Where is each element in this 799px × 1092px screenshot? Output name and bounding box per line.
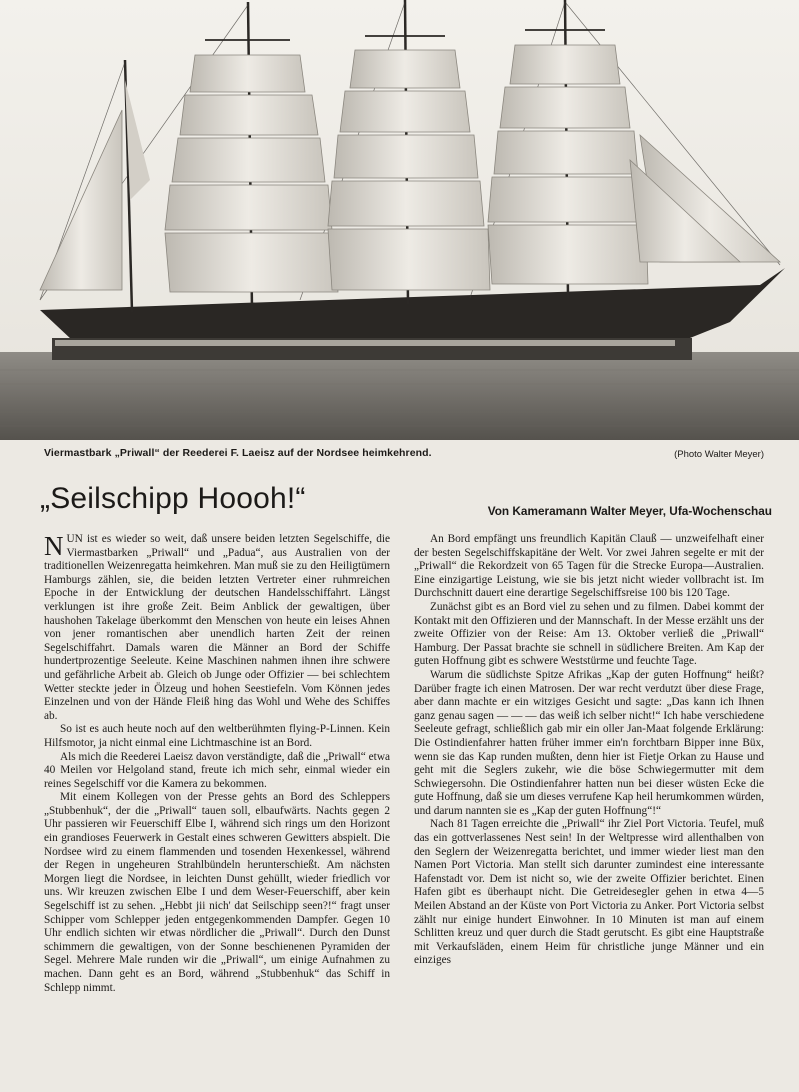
paragraph: An Bord empfängt uns freundlich Kapitän Clauß — unzweifelhaft einer der besten Segelschiffskapitäne der Welt. Vor zwei Jahren segelte er mit der „Priwall“ die Rekordzeit von 65 Tagen für die Strecke Europa—Australien. Eine einzigartige Leistung, wie sie bis jetzt nicht wieder vollbracht ist. Im Durchschnitt dauert eine derartige Segelschiffsreise 100 bis 120 Tage. — [414, 533, 764, 600]
paragraph: Nach 81 Tagen erreichte die „Priwall“ ihr Ziel Port Victoria. Teufel, muß das ein gottverlassenes Nest sein! In der Weltpresse wird allenthalben von den Seglern der Weizenregatta berichtet, und immer wieder liest man den Namen Port Victoria. Man stellt sich darunter zumindest eine interessante Hafenstadt vor. Dem ist nicht so, wie der zweite Offizier berichtet. Einen Hafen gibt es überhaupt nicht. Die Getreidesegler gehen in etwa 4—5 Meilen Abstand an der Küste von Port Victoria zu Anker. Port Victoria selbst zählt nur einige hundert Einwohner. In 10 Minuten ist man auf einem Schlitten kreuz und quer durch die Stadt gerutscht. Es gibt eine Hauptstraße mit Verkaufsläden, einem Heim für christliche junge Männer und ein einziges — [414, 818, 764, 967]
paragraph: NUN ist es wieder so weit, daß unsere beiden letzten Segelschiffe, die Viermastbarken „Priwall“ und „Padua“, aus Australien von der traditionellen Weizenregatta heimkehren. Man muß sie zu den Heiligtümern Hamburgs zählen, sie, die beiden letzten Vertreter einer ruhmreichen Epoche in der Entwicklung der deutschen Handelsschiffahrt. Längst verklungen ist ihre große Zeit. Beim Anblick der gewaltigen, über haushohen Takelage überkommt den Menschen von heute ein leises Ahnen von jener romantischen aber unendlich harten Zeit der reinen Segelschiffahrt. Damals waren die Männer an Bord der Schiffe hundertprozentige Seeleute. Keine Maschinen nahmen ihnen ihre schwere und gefährliche Arbeit ab. Gleich ob Junge oder Offizier — bei schlechtem Wetter steckte jeder in Ölzeug und hohen Seestiefeln. Vom Können jedes Einzelnen und von der Hände Fleiß hing das Wohl und Wehe des Schiffes ab. — [44, 531, 390, 722]
paragraph: Zunächst gibt es an Bord viel zu sehen und zu filmen. Dabei kommt der Kontakt mit den Offizieren und der Mannschaft. In der Messe erzählt uns der zweite Offizier von der Reise: Am 13. Oktober verließ die „Priwall“ Hamburg. Der Passat brachte sie schnell in südlichere Breiten. Am Kap der guten Hoffnung gibt es schwere Weststürme und feuchte Tage. — [414, 600, 764, 668]
right-column — [414, 533, 764, 968]
left-column — [44, 533, 390, 995]
drop-cap: N — [44, 531, 64, 561]
paragraph: Als mich die Reederei Laeisz davon verständigte, daß die „Priwall“ etwa 40 Meilen vor Helgoland stand, freute ich mich sehr, einmal wieder ein reines Segelschiff vor die Kamera zu bekommen. — [44, 750, 390, 790]
photo-caption — [44, 447, 764, 463]
photo-credit: (Photo Walter Meyer) — [674, 449, 764, 460]
four-masted-barque-illustration — [0, 0, 799, 440]
ship-photo — [0, 0, 799, 440]
article-headline: „Seilschipp Hoooh!“ — [40, 482, 306, 515]
caption-text: Viermastbark „Priwall“ der Reederei F. Laeisz auf der Nordsee heimkehrend. — [44, 447, 432, 459]
paragraph: Warum die südlichste Spitze Afrikas „Kap der guten Hoffnung“ heißt? Darüber fragte ich einen Matrosen. Der war recht verdutzt über diese Frage, aber dann machte er ein witziges Gesicht und sagte: „Das kann ich Ihnen ganz genau sagen — — — das weiß ich selber nicht!“ Ich habe verschiedene Seeleute gefragt, schließlich gab mir ein oller Jan-Maat folgende Erklärung: Die Ostindienfahrer hatten früher immer ein'n forchtbarn Bipper inne Büx, wenn sie das Kap runden mußten, denn hier ist Fietje Orkan zu Hause und geht mit die Seglers zukehr, wie die böse Schwiegermutter mit dem Schwiegersohn. Die Ostindienfahrer hatten nun bei dieser wüsten Ecke die gute Hoffnung, daß sie um dieses verrufene Kap heil herumkommen würden, und darum nannten sie es „Kap der guten Hoffnung“!“ — [414, 668, 764, 817]
paragraph: Mit einem Kollegen von der Presse gehts an Bord des Schleppers „Stubbenhuk“, der die „Priwall“ tauen soll, elbaufwärts. Nachts gegen 2 Uhr passieren wir Feuerschiff Elbe I, während sich rings um den Horizont ein grandioses Feuerwerk in Gestalt eines schweren Gewitters abspielt. Die Nordsee wird zu einem flammenden und tosenden Hexenkessel, während der Regen in ungeheuren Strahlbündeln herunterschießt. Am nächsten Morgen liegt die Nordsee, in leichten Dunst gehüllt, wieder friedlich vor uns. Wir kreuzen zwischen Elbe I und dem Weser-Feuerschiff, aber kein Segelschiff ist zu sehen. „Hebbt jii nich' dat Seilschipp seen?!“ fragt unser Schipper vom Schlepper jeden entgegenkommenden Dampfer. Gegen 10 Uhr endlich sichten wir etwas nördlicher die „Priwall“. Durch den Dunst schimmern die gewaltigen, von der Sonne beschienenen Pyramiden der Segel. Mehrere Male runden wir die „Priwall“, um einige Aufnahmen zu machen. Dann geht es an Bord, während „Stubbenhuk“ das Schiff in Schlepp nimmt. — [44, 791, 390, 994]
paragraph: So ist es auch heute noch auf den weltberühmten flying-P-Linnen. Kein Hilfsmotor, ja nicht einmal eine Lichtmaschine ist an Bord. — [44, 723, 390, 749]
article-byline: Von Kameramann Walter Meyer, Ufa-Wochenschau — [487, 504, 772, 518]
